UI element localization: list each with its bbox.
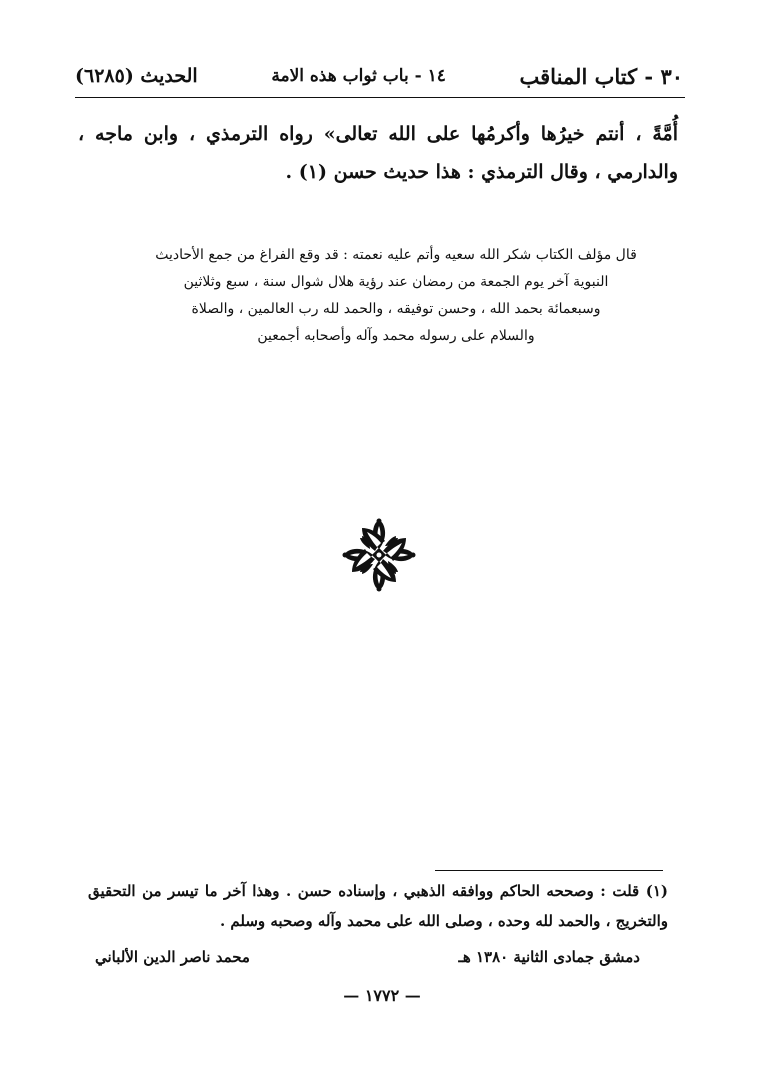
author-signature: محمد ناصر الدين الألباني — [95, 948, 250, 966]
signature-row — [95, 944, 640, 970]
floral-ornament-icon — [340, 516, 418, 594]
colophon-line: وسبعمائة بحمد الله ، وحسن توفيقه ، والحمد لله رب العالمين ، والصلاة — [191, 301, 601, 317]
place-date: دمشق جمادى الثانية ١٣٨٠ هـ — [458, 948, 640, 966]
colophon-line: قال مؤلف الكتاب شكر الله سعيه وأتم عليه نعمته : قد وقع الفراغ من جمع الأحاديث — [155, 247, 637, 263]
colophon-line: النبوية آخر يوم الجمعة من رمضان عند رؤية هلال شوال سنة ، سبع وثلاثين — [183, 274, 609, 290]
author-colophon — [150, 242, 642, 350]
section-title: ١٤ - باب ثواب هذه الامة — [271, 66, 446, 86]
hadith-text: أُمَّةً ، أنتم خيرُها وأكرمُها على الله تعالى» رواه الترمذي ، وابن ماجه ، والدارمي ، وقال الترمذي : هذا حديث حسن (١) . — [78, 123, 678, 183]
header-divider — [75, 97, 685, 98]
hadith-number: الحديث (٦٢٨٥) — [75, 65, 198, 87]
footnote-divider — [435, 870, 663, 871]
running-header — [75, 60, 683, 92]
chapter-title: ٣٠ - كتاب المناقب — [519, 63, 683, 89]
footnote: (١) قلت : وصححه الحاكم ووافقه الذهبي ، وإسناده حسن . وهذا آخر ما تيسر من التحقيق والتخريج ، والحمد لله وحده ، وصلى الله على محمد وآله وصحبه وسلم . — [88, 882, 668, 930]
page-number: — ١٧٧٢ — — [343, 986, 421, 1005]
colophon-line: والسلام على رسوله محمد وآله وأصحابه أجمعين — [257, 328, 535, 344]
